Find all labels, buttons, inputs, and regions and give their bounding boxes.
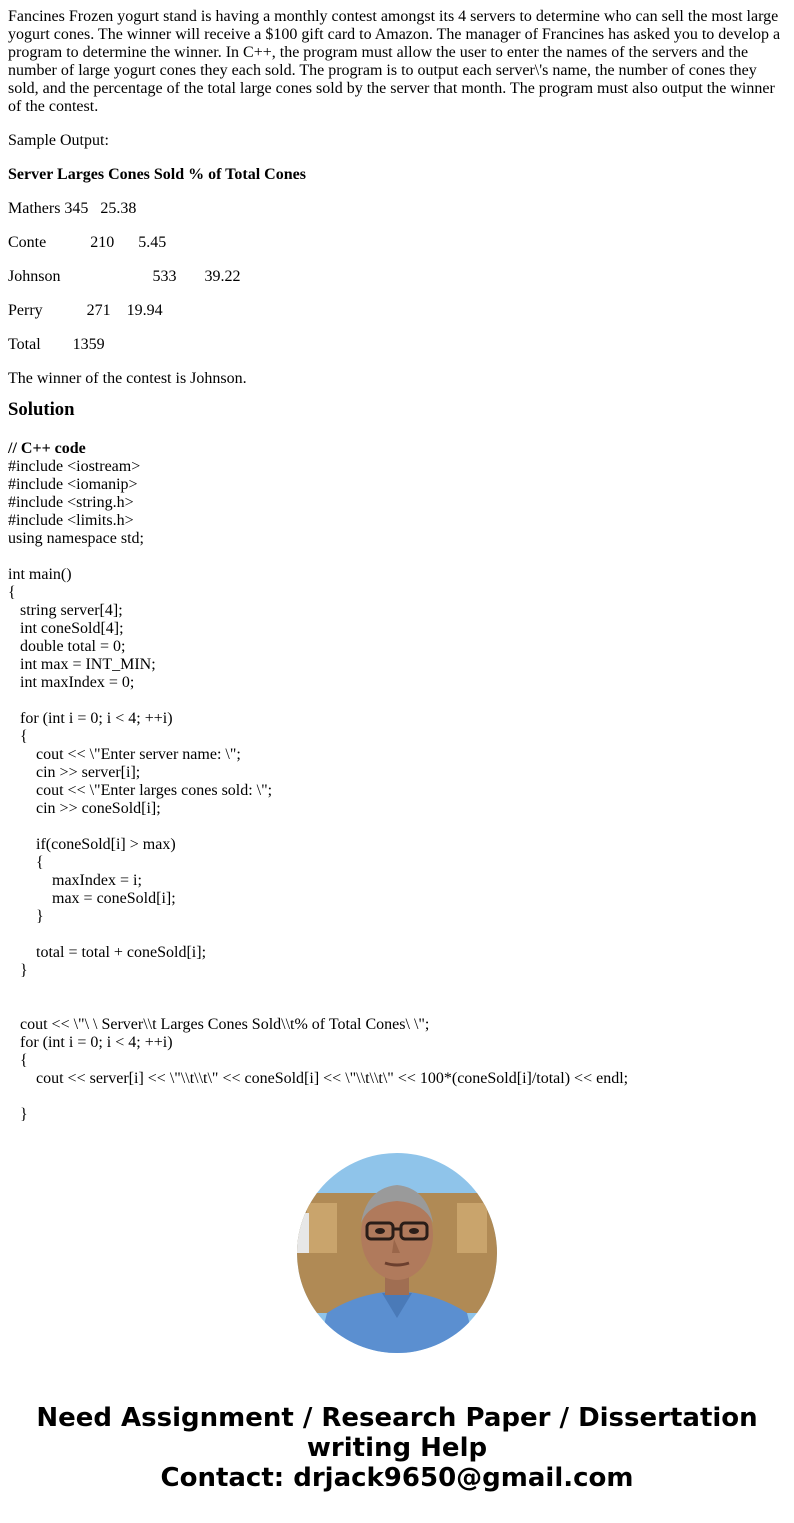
author-avatar [297, 1153, 497, 1353]
winner-statement: The winner of the contest is Johnson. [8, 370, 247, 387]
code-block: #include <iostream> #include <iomanip> #include <string.h> #include <limits.h> using namespace std; int main() { string server[4]; int coneSold[4]; double total = 0; int max = INT_MIN; int maxIndex = 0; for (int i = 0; i < 4; ++i) { cout << \"Enter server name: \"; cin >> server[i]; cout << \"Enter larges cones sold: \"; cin >> coneSold[i]; if(coneSold[i] > max) { maxIndex = i; max = coneSold[i]; } total = total + coneSold[i]; } cout << \"\ \ Server\\t Larges Cones Sold\\t% of Total Cones\ \"; for (int i = 0; i < 4; ++i) { cout << server[i] << \"\\t\\t\" << coneSold[i] << \"\\t\\t\" << 100*(coneSold[i]/total) << endl; } [8, 458, 629, 1123]
sample-row-johnson: Johnson 533 39.22 [8, 268, 241, 285]
document-body [8, 8, 786, 1124]
sample-output-label: Sample Output: [8, 132, 109, 149]
code-comment: // C++ code [8, 440, 86, 457]
promo-line-2: writing Help [306, 1433, 488, 1463]
problem-statement: Fancines Frozen yogurt stand is having a monthly contest amongst its 4 servers to determine who can sell the most large yogurt cones. The winner will receive a $100 gift card to Amazon. The manager of Francines has asked you to develop a program to determine the winner. In C++, the program must allow the user to enter the names of the servers and the number of large yogurt cones they each sold. The program is to output each server\'s name, the number of cones they sold, and the percentage of the total large cones sold by the server that month. The program must also output the winner of the contest. [8, 8, 781, 115]
promo-line-1: Need Assignment / Research Paper / Dissertation [36, 1403, 758, 1433]
sample-row-mathers: Mathers 345 25.38 [8, 200, 137, 217]
sample-row-total: Total 1359 [8, 336, 105, 353]
sample-row-perry: Perry 271 19.94 [8, 302, 163, 319]
sample-row-conte: Conte 210 5.45 [8, 234, 167, 251]
author-portrait-icon [297, 1153, 497, 1353]
sample-table-header: Server Larges Cones Sold % of Total Cones [8, 166, 306, 183]
promo-banner [0, 1403, 794, 1493]
solution-heading: Solution [8, 399, 75, 420]
promo-contact: Contact: drjack9650@gmail.com [160, 1463, 634, 1493]
